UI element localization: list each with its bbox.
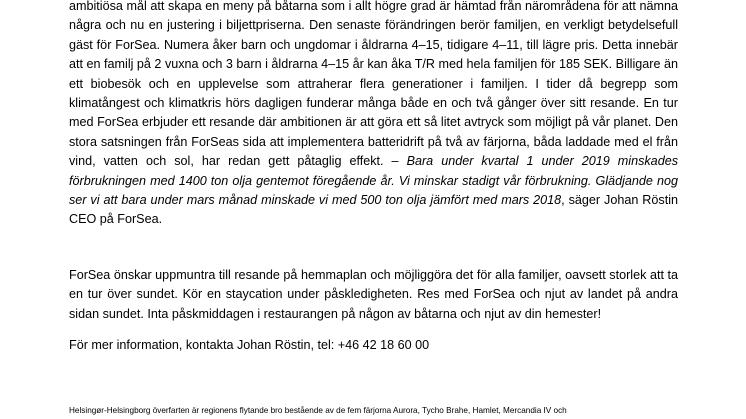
body-paragraph-2: ForSea önskar uppmuntra till resande på hemmaplan och möjliggöra det för alla familjer, oavsett storlek att ta en tur över sundet. Kör en staycation under påskledigheten. Res med ForSea och njut av landet på andra sidan sundet. Inta påskmiddagen i restaurangen på någon av båtarna och njut av din hemester! bbox=[69, 268, 678, 321]
footer-note: Helsingør-Helsingborg överfarten är regionens flytande bro bestående av de fem färjorna Aurora, Tycho Brahe, Hamlet, Mercandia IV och bbox=[69, 406, 567, 415]
ceo-quote: Bara under kvartal 1 under 2019 minskades förbrukningen med 1400 ton olja gentemot föregående år. Vi minskar stadigt vår förbrukning. Glädjande nog ser vi att bara under mars månad minskade vi med 500 ton olja jämfört med mars 2018 bbox=[69, 154, 678, 208]
body-paragraph-1 bbox=[69, 0, 678, 230]
contact-line: För mer information, kontakta Johan Röstin, tel: +46 42 18 60 00 bbox=[69, 338, 430, 352]
paragraph-1-main: ambitiösa mål att skapa en meny på båtarna som i allt högre grad är hämtad från närområdena för att nämna några och nu en justering i biljettpriserna. Den senaste förändringen berör familjen, en verkligt betydelsefull gäst för ForSea. Numera åker barn och ungdomar i åldrarna 4–15, tidigare 4–11, till lägre pris. Detta innebär att en familj på 2 vuxna och 3 barn i åldrarna 4–15 år kan åka T/R med hela familjen för 185 SEK. Billigare än ett biobesök och en upplevelse som attraherar flera generationer i familjen. I tider då begrepp som klimatångest och klimatkris hörs dagligen funderar många både en och två gånger över sitt resande. En tur med ForSea erbjuder ett resande där ambitionen är att göra ett så litet avtryck som möjligt på vår planet. Den stora satsningen från ForSeas sida att implementera batteridrift på två av färjorna, båda laddade med el från vind, vatten och sol, har redan gett påtaglig effekt. – bbox=[69, 0, 678, 169]
quote-attribution: , säger Johan Röstin CEO på ForSea. bbox=[69, 193, 678, 227]
